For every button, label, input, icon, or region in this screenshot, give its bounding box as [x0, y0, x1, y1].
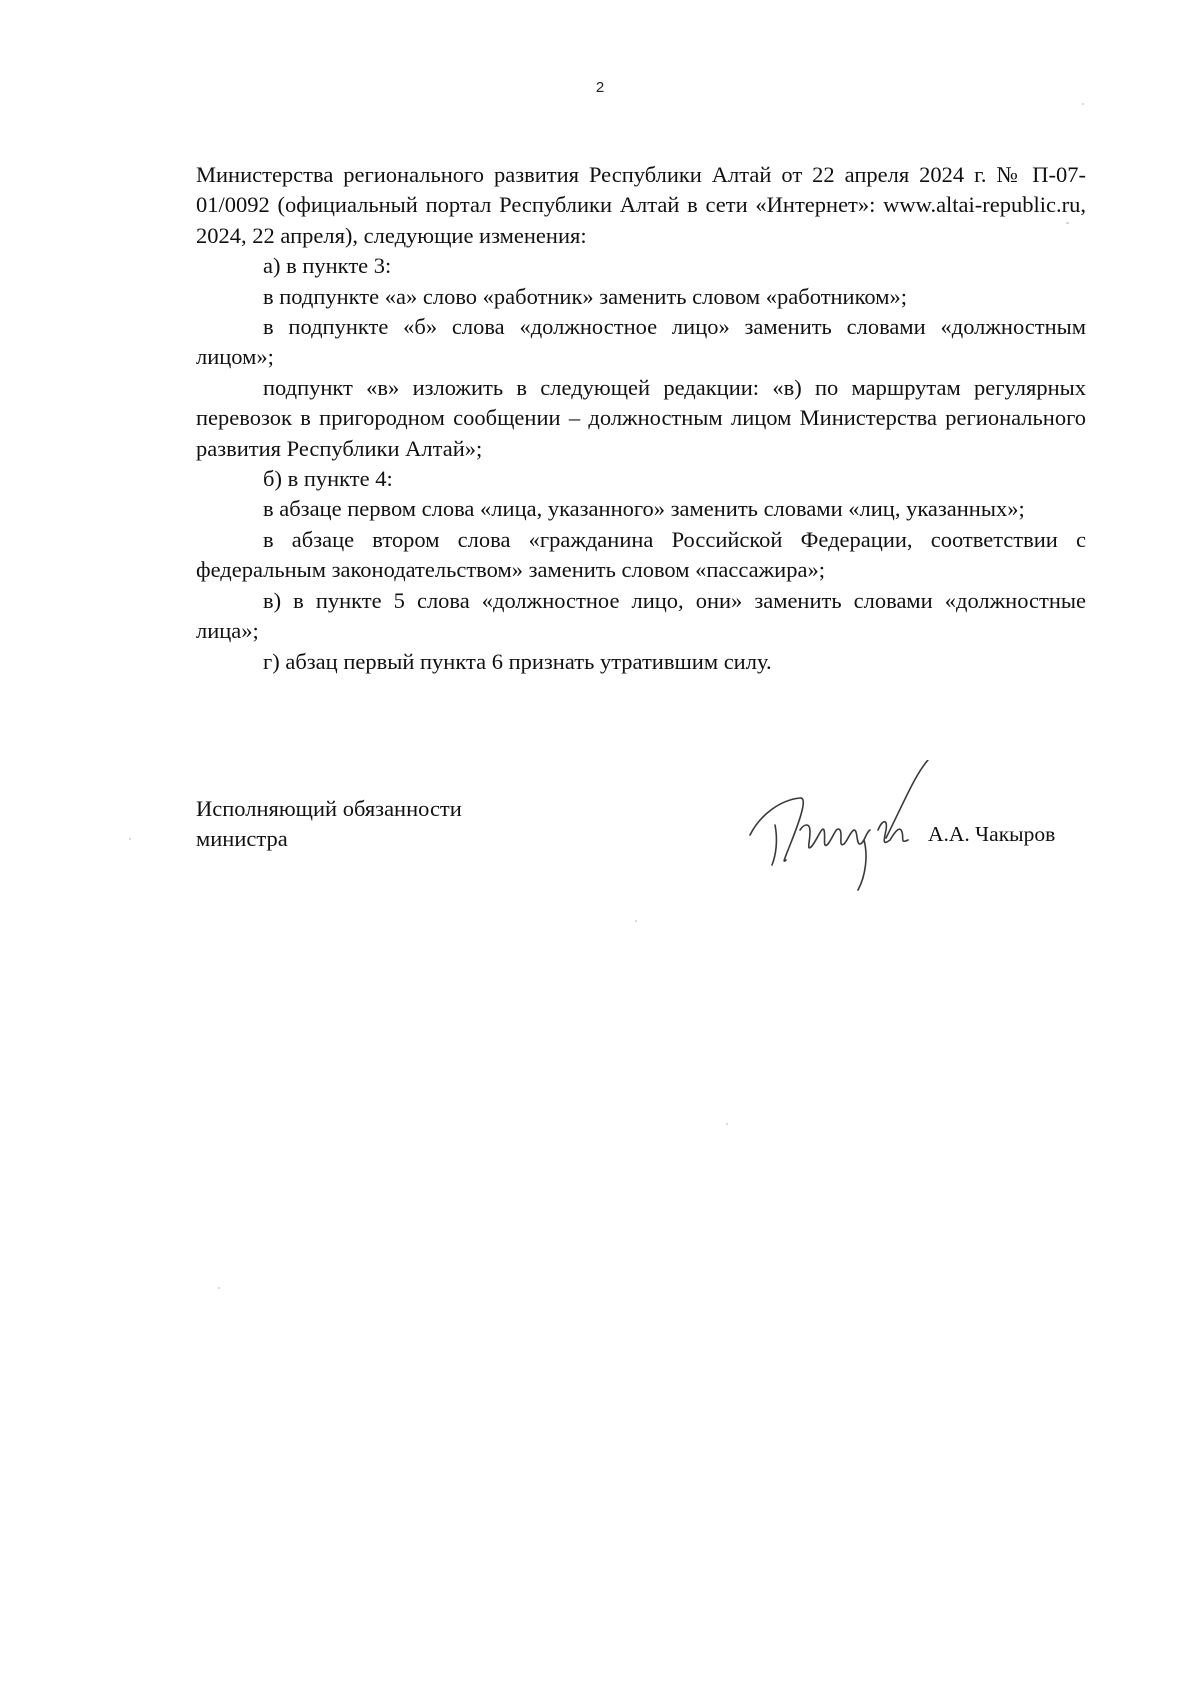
- scan-speck: [726, 1123, 728, 1125]
- scan-speck: [218, 1287, 220, 1289]
- paragraph: Министерства регионального развития Республики Алтай от 22 апреля 2024 г. № П-07-01/0092 (официальный портал Республики Алтай в сети «Интернет»: www.altai-republic.ru, 2024, 22 апреля), следующие изменения:: [196, 162, 1086, 248]
- signer-name: А.А. Чакыров: [928, 822, 1056, 846]
- paragraph: а) в пункте 3:: [263, 253, 392, 279]
- paragraph: в абзаце первом слова «лица, указанного» заменить словами «лиц, указанных»;: [263, 496, 1025, 522]
- handwritten-signature: [730, 760, 950, 900]
- document-body: [196, 160, 1086, 677]
- paragraph: г) абзац первый пункта 6 признать утратившим силу.: [263, 648, 772, 674]
- scan-speck: [1082, 103, 1084, 105]
- page-number: 2: [595, 79, 605, 96]
- position-title-line: министра: [196, 826, 288, 851]
- paragraph: в подпункте «а» слово «работник» заменить словом «работником»;: [263, 283, 907, 309]
- scan-speck: [635, 920, 637, 922]
- paragraph: в подпункте «б» слова «должностное лицо» заменить словами «должностным лицом»;: [196, 314, 1086, 370]
- scan-speck: [1066, 222, 1069, 224]
- paragraph: в) в пункте 5 слова «должностное лицо, они» заменить словами «должностные лица»;: [196, 587, 1086, 644]
- paragraph: в абзаце втором слова «гражданина Российской Федерации, соответствии с федеральным законодательством» заменить словом «пассажира»;: [196, 526, 1086, 583]
- signatory-position: [196, 794, 462, 854]
- paragraph: подпункт «в» изложить в следующей редакции: «в) по маршрутам регулярных перевозок в пригородном сообщении – должностным лицом Министерства регионального развития Республики Алтай»;: [196, 374, 1086, 461]
- scan-speck: [129, 838, 131, 840]
- position-title-line: Исполняющий обязанности: [196, 796, 462, 821]
- paragraph: б) в пункте 4:: [263, 466, 393, 492]
